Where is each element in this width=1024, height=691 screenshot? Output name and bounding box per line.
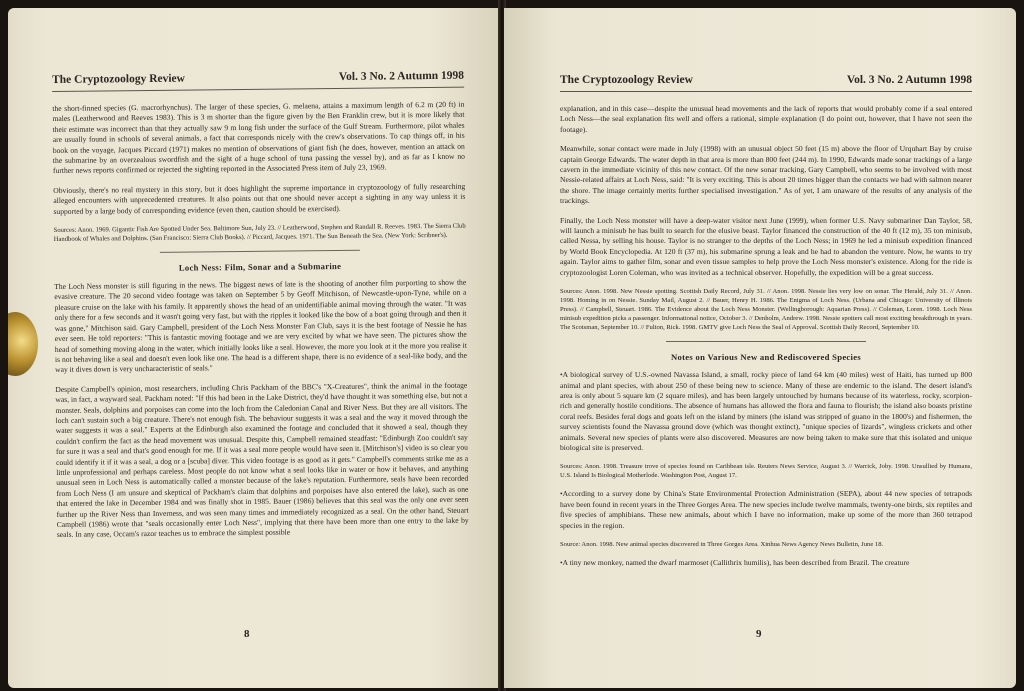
- species-note-source: Sources: Anon. 1998. Treasure trove of species found on Caribbean isle. Reuters News Service, August 3. // Warrick, Joby. 1998. Unsullied by Humans, U.S. Island Is Biological Motherlode. Washington Post, August 17.: [560, 463, 972, 480]
- species-note-source: Source: Anon. 1998. New animal species discovered in Three Gorges Area. Xinhua News Agency News Bulletin, June 18.: [560, 540, 884, 548]
- species-note: • A biological survey of U.S.-owned Navassa Island, a small, rocky piece of land 64 km (40 miles) west of Haiti, has turned up 800 animal and plant species, with about 250 of these being new to science. Many of these are endemic to the island. The desert island's area is only about 5 square km (2 square miles), and has been largely untouched by humans because of its waterless, rocky, scorpion-rich and generally hostile conditions. The absence of humans has allowed the flora and fauna to flourish; the island also boasts pristine coral reefs. Besides feral dogs and goats left on the island by miners (the island was stripped of guano in the 1800's) and fishermen, the survey scientists found the Navassa ground dove (which was thought extinct), "unique species of lizards", wingless crickets and other animals. Several new species of plants were also discovered. Measures are now being taken to make sure that this isolated and unique biological site is preserved.: [560, 370, 972, 453]
- page-number: 8: [244, 628, 250, 640]
- right-page-header: [560, 74, 972, 92]
- issue-label: Vol. 3 No. 2 Autumn 1998: [338, 69, 465, 83]
- left-page-header: [52, 70, 464, 92]
- section-title: Notes on Various New and Rediscovered Species: [671, 352, 861, 363]
- paragraph: Meanwhile, sonar contact were made in July (1998) with an unusual object 50 feet (15 m) above the floor of Urquhart Bay by cruise captain George Edwards. The water depth in that area is more than 800 feet (244 m). In 1990, Edwards made sonar trackings of a large cavern in the immediate vicinity of this new contact. Of the new sonar tracking, Gary Campbell, who seems to be involved with most Nessie-related affairs at Loch Ness, said: "It is very exciting. This is about 20 times bigger than the contacts we had with salmon nearer the shore. The image certainly merits further specialised investigation." As of yet, I am unaware of the results of any analysis of the trackings.: [560, 144, 972, 206]
- species-note: • A tiny new monkey, named the dwarf marmoset (Callithrix humilis), has been described from Brazil. The creature: [560, 558, 972, 568]
- binder-ring: [8, 312, 38, 376]
- paragraph: the short-finned species (G. macrorhynchus). The larger of these species, G. melaena, attains a maximum length of 6.2 m (20 ft) in males (Leatherwood and Reeves 1983). This is 3 m shorter than the figure given by the Ben Franklin crew, but it is more likely that their estimate was incorrect than that they actually saw 9 m long fish under the surface of the Gulf Stream. Furthermore, pilot whales are usually found in schools of several animals, a fact that corresponds nicely with the crew's observations. To cap things off, in his book on the voyage, Jacques Piccard (1971) makes no mention of observations of giant fish (he does, however, mention an attack on the submarine by an overzealous swordfish and the sight of a huge school of tuna passing the vessel by), and as far as I know no further news reports confirmed or rejected the sighting reported in the Associated Press item of July 23, 1969.: [52, 99, 465, 176]
- section-title: Loch Ness: Film, Sonar and a Submarine: [178, 261, 342, 273]
- issue-label: Vol. 3 No. 2 Autumn 1998: [846, 74, 972, 86]
- left-page: [8, 8, 500, 688]
- journal-title: The Cryptozoology Review: [52, 72, 185, 86]
- species-note: • According to a survey done by China's State Environmental Protection Administration (SEPA), about 44 new species of tetrapods have been found in recent years in the Three Gorges Area. The new species include twelve mammals, twenty-one birds, six reptiles and five species of amphibians. These new animals, about which I have no information, make up some of the more than 360 tetrapod species in the region.: [560, 489, 972, 531]
- left-body: [52, 100, 469, 541]
- right-body: [560, 104, 972, 568]
- paragraph: Despite Campbell's opinion, most researchers, including Chris Packham of the BBC's "X-Creatures", think the animal in the footage was, in fact, a wayward seal. Packham noted: "If this had been in the Lake District, they'd have thought it was something else, but not a monster. Seals, dolphins and porpoises can come into the loch from the Caledonian Canal and River Ness. But they are all visitors. The loch can't sustain such a big creature. There's not enough fish. The behaviour suggests it was a seal and the way it moved through the water suggests it was a seal." Experts at the Edinburgh also examined the footage and concluded that it showed a seal, though they couldn't confirm the fact as the head movement was unusual. Despite this, Campbell remained steadfast: "Edinburgh Zoo couldn't say for sure it was a seal and that's good enough for me. If it was a seal more people would have seen it. [Mitchison's] video is so clear you could identify it if it was a seal, a dog or a [scuba] diver. This video footage is as good as it gets." Campbell's comments strike me as a little unprofessional and perhaps careless. Most people do not know what a seal looks like in water or how it behaves, and anything unusual seen in Loch Ness is automatically called a monster because of the lake's reputation. Furthermore, seals have been recorded from Loch Ness (I am unsure and skeptical of Packham's claim that dolphins and porpoises have also entered the lake), such as one that entered the lake in December 1984 and was finally shot in 1985. Bauer (1986) believes that this seal was the only one ever seen further up the River Ness than Inverness, and was seen many times and immediately recognized as a seal. On the other hand, Steuart Campbell (1986) wrote that "seals occasionally enter Loch Ness", implying that there have been more than one entry to the lake by seals. In any case, Occam's razor teaches us to embrace the simplest possible: [55, 380, 469, 540]
- sources-note: Sources: Anon. 1969. Gigantic Fish Are Spotted Under Sea. Baltimore Sun, July 23. // Leatherwood, Stephen and Randall R. Reeves. 1983. The Sierra Club Handbook of Whales and Dolphins. (San Francisco: Sierra Club Books). // Piccard, Jacques. 1971. The Sun Beneath the Sea. (New York: Scribner's).: [53, 222, 466, 244]
- section-divider: [666, 341, 866, 342]
- page-number: 9: [756, 628, 762, 640]
- section-divider: [160, 250, 360, 253]
- paragraph: explanation, and in this case—despite the unusual head movements and the lack of reports that would probably come if a seal entered Loch Ness—the seal explanation fits well and offers a rational, simple explanation (I do point out, however, that I have not seen the footage).: [560, 104, 972, 134]
- journal-title: The Cryptozoology Review: [560, 74, 693, 86]
- right-page-content: [560, 74, 972, 577]
- paragraph: Finally, the Loch Ness monster will have a deep-water visitor next June (1999), when former U.S. Navy submariner Dan Taylor, 58, will launch a minisub he has built to search for the elusive beast. Taylor financed the construction of the 40 ft (12 m), 35 ton minisub, called Nessa, by selling his house. Taylor is no stranger to the depths of the Loch Ness; in 1969 he led a minisub expedition financed by World Book Encyclopedia. At 120 ft (37 m), his submarine sprung a leak and he had to abandon the venture. Now, he wants to try again. Taylor aims to gather film, sonar and even tissue samples to help prove the Loch Ness monster's existence. Along for the ride is cryptozoologist Loren Coleman, who was invited as a technical observer. Hopefully, the expedition will be a great success.: [560, 215, 972, 277]
- left-page-content: [52, 70, 469, 550]
- sources-note: Sources: Anon. 1998. New Nessie spotting. Scottish Daily Record, July 31. // Anon. 1998. Nessie lies very low on sonar. The Herald, July 31. // Anon. 1998. Homing in on Nessie. Sunday Mail, August 2. // Bauer, Henry H. 1986. The Enigma of Loch Ness. (Urbana and Chicago: University of Illinois Press). // Campbell, Steuart. 1986. The Evidence about the Loch Ness Monster. (Wellingborough: Aquarian Press). // Coleman, Loren. 1998. Loch Ness minisub expedition picks a passenger. Informational notice, October 3. // Denholm, Andrew. 1998. Nessie spotters call most exciting breakthrough in years. The Scotsman, September 10. // Fulton, Rick. 1998. GMTV give Loch Ness the Seal of Approval. Scottish Daily Record, September 10.: [560, 288, 972, 332]
- right-page: [504, 8, 1016, 688]
- paragraph: The Loch Ness monster is still figuring in the news. The biggest news of late is the shooting of another film purporting to show the evasive creature. The 20 second video footage was taken on September 5 by Geoff Mitchison, of Newcastle-upon-Tyne, while on a pleasure cruise on the lake with his family. It apparently shows the head of an unidentifiable animal moving through the water. "It was only there for a few seconds and it wasn't going very fast, but with the ripples it looked like the bow of a boat going through and then it was gone," Mitchison said. Gary Campbell, president of the Loch Ness Monster Fan Club, says it is the best footage of Nessie he has ever seen. He told reporters: "This is fantastic moving footage and we are very excited by what we have seen. The pictures show the head of something moving along in the water, which initially looks like a seal. However, the more you look at it the more you realise it is not behaving like a seal and doesn't even look like one. The head is a different shape, there is no evidence of a seal-like body, and the way it dives down is very uncharacteristic of seals.": [54, 277, 468, 375]
- paragraph: Obviously, there's no real mystery in this story, but it does highlight the supreme importance in cryptozoology of fully researching alleged encounters with unprecedented creatures. It also points out that one should never accept a sighting in any way unless it is supported by a large body of corresponding evidence (even then, caution should be exercised).: [53, 181, 466, 216]
